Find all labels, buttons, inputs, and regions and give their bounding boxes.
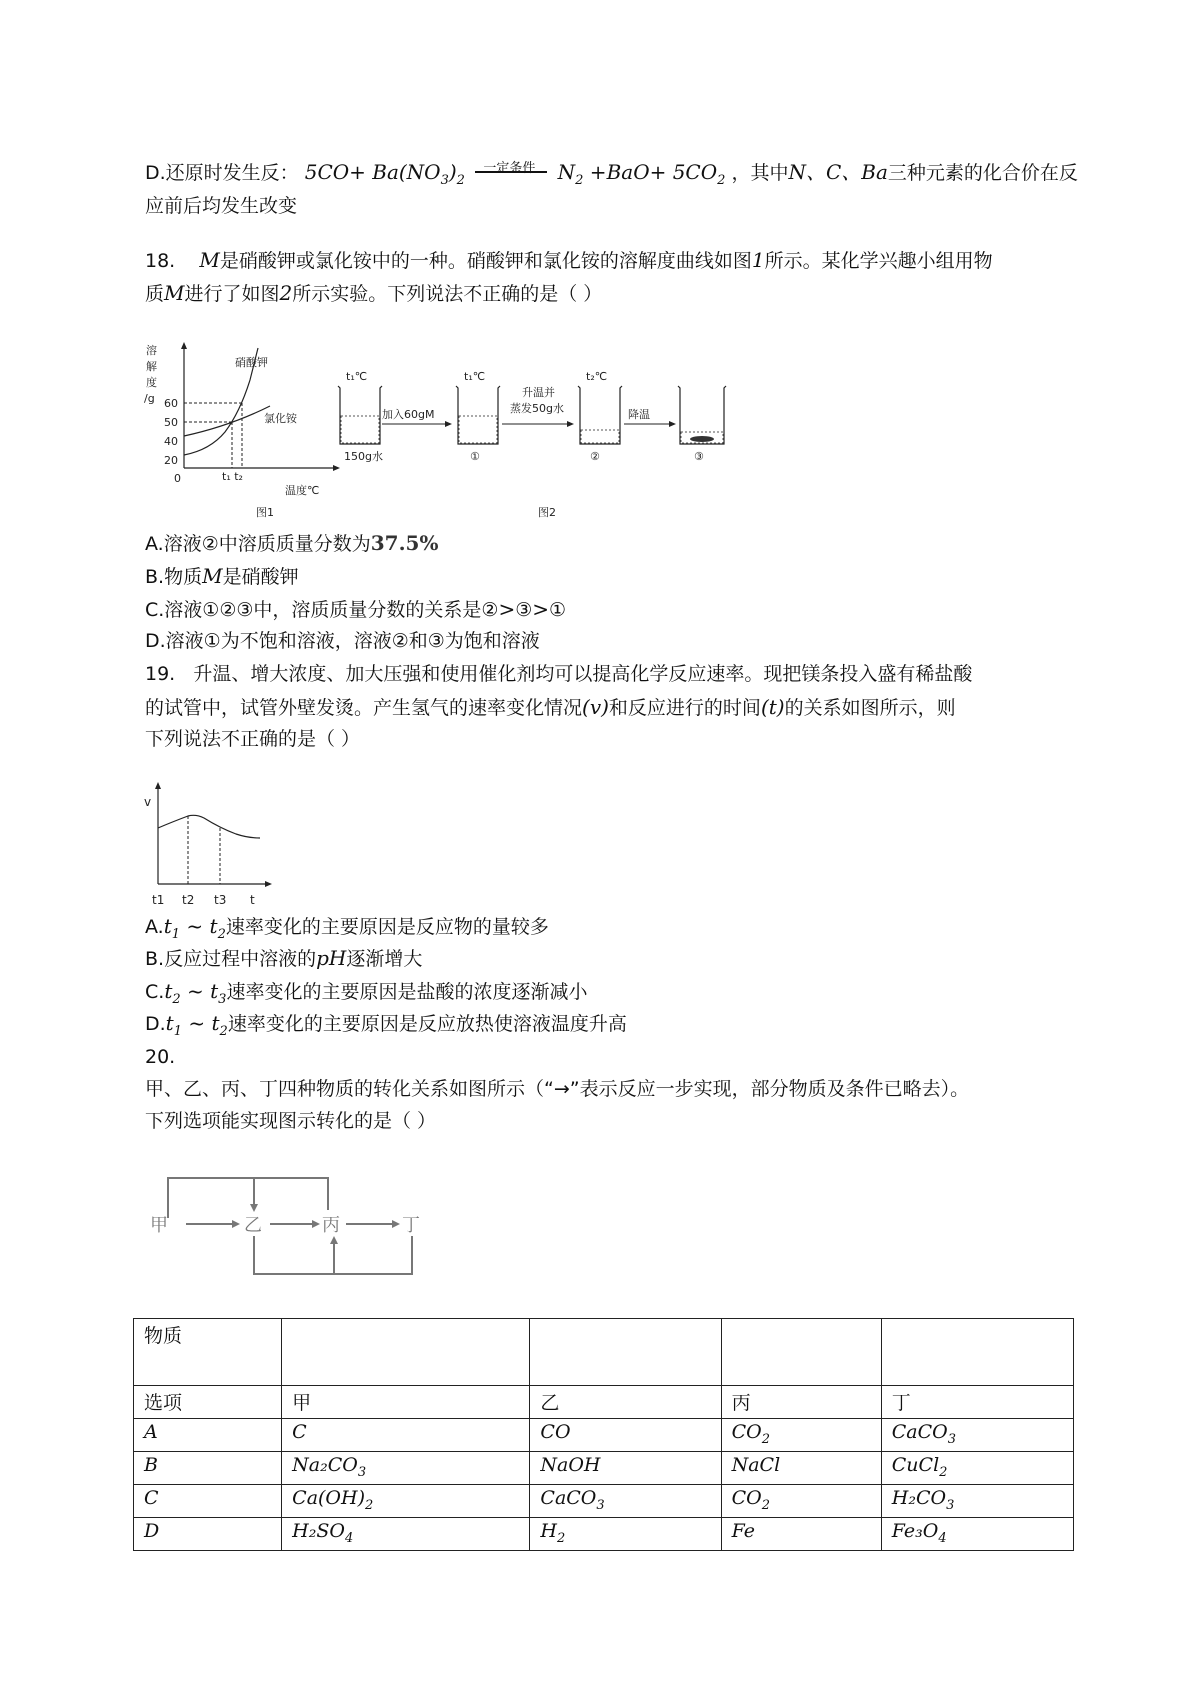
- formula-cell: NaCl: [721, 1452, 881, 1485]
- header-bing: 丙: [721, 1386, 881, 1419]
- option-label: C: [134, 1485, 282, 1518]
- solubility-curve-figure: [140, 340, 345, 520]
- q17-d-prefix: D.还原时发生反：: [145, 162, 299, 184]
- arrowhead-bing: [312, 1220, 320, 1228]
- ytick-40: 40: [164, 435, 178, 448]
- series-label-kno3: 硝酸钾: [235, 356, 268, 369]
- q19-option-c: $C.t_2$ ~ $t_3$速率变化的主要原因是盐酸的浓度逐渐减小: [145, 979, 588, 1007]
- xtick-t: t: [250, 893, 255, 907]
- q20-number: 20.: [145, 1046, 176, 1068]
- ylabel-char: 溶: [146, 344, 157, 357]
- node-ding: 丁: [402, 1215, 420, 1236]
- beaker-2: [578, 386, 622, 444]
- node-yi: 乙: [244, 1215, 262, 1236]
- formula-cell: $Na_2CO_3$: [282, 1452, 530, 1485]
- option-label: B: [134, 1452, 282, 1485]
- q17-option-d-line1: D.还原时发生反： $5CO+ Ba(NO_3)_2$ 一定条件 $N_2 +BaO+ 5CO_2$ ，其中N、C、Ba三种元素的化合价在反: [145, 160, 1078, 193]
- formula-cell: CaCO$_3$: [530, 1485, 721, 1518]
- empty-cell: [721, 1319, 881, 1386]
- beaker-2-liquid: [581, 430, 619, 443]
- beaker-3-crystals: [690, 436, 714, 442]
- xtick-labels: t₁ t₂: [222, 470, 243, 483]
- formula-cell: $CO_2$: [721, 1485, 881, 1518]
- ylabel-v: v: [144, 795, 152, 809]
- arrowhead-yi-top: [250, 1204, 258, 1212]
- arrowhead-yi: [232, 1220, 240, 1228]
- formula-cell: $Fe_3O_4$: [881, 1518, 1073, 1551]
- beaker-0: [338, 386, 382, 444]
- xtick-t1: t1: [152, 893, 165, 907]
- formula-cell: $Ca(OH)_2$: [282, 1485, 530, 1518]
- q19-option-b: B.反应过程中溶液的pH逐渐增大: [145, 946, 423, 970]
- header-substance: 物质: [134, 1319, 282, 1386]
- q18-option-d: D.溶液①为不饱和溶液，溶液②和③为饱和溶液: [145, 630, 540, 652]
- nh4cl-curve: [184, 406, 270, 436]
- header-yi: 乙: [530, 1386, 721, 1419]
- q18-stem-line2: 质M进行了如图2所示实验。下列说法不正确的是（ ）: [145, 281, 603, 305]
- q18-option-a: A.溶液②中溶质质量分数为37.5%: [145, 531, 439, 555]
- options-table: [133, 1318, 1074, 1551]
- reaction-arrow: [475, 161, 547, 179]
- option-label: D: [134, 1518, 282, 1551]
- arrowhead-bing-bottom: [330, 1236, 338, 1244]
- figure-caption: 图1: [256, 506, 274, 519]
- ytick-60: 60: [164, 397, 178, 410]
- formula-cell: CaCO$_3$: [881, 1419, 1073, 1452]
- beaker0-label: 150g水: [344, 450, 383, 463]
- q17-option-d-line2: 应前后均发生改变: [145, 195, 298, 217]
- rate-curve: [158, 815, 260, 838]
- table-row: [134, 1518, 1074, 1551]
- empty-cell: [530, 1319, 721, 1386]
- q18-option-b: B.物质M是硝酸钾: [145, 564, 299, 588]
- q19-option-d: $D.t_1$ ~ $t_2$速率变化的主要原因是反应放热使溶液温度升高: [145, 1011, 627, 1039]
- origin-label: 0: [174, 472, 181, 485]
- formula-cell: $H_2SO_4$: [282, 1518, 530, 1551]
- formula-cell: Fe: [721, 1518, 881, 1551]
- conversion-diagram: [150, 1170, 450, 1290]
- node-bing: 丙: [322, 1215, 340, 1236]
- q19-stem-line3: 下列说法不正确的是（ ）: [145, 728, 361, 750]
- ytick-20: 20: [164, 454, 178, 467]
- arrow-2-head: [567, 421, 574, 427]
- ylabel-char: 度: [146, 376, 157, 389]
- figure-caption: 图2: [538, 506, 556, 519]
- formula-cell: C: [282, 1419, 530, 1452]
- beaker-0-liquid: [341, 416, 379, 443]
- beaker-1-liquid: [459, 416, 497, 443]
- top-loop-line: [168, 1178, 328, 1218]
- arrow-1-head: [445, 421, 452, 427]
- q20-stem-line2: 下列选项能实现图示转化的是（ ）: [145, 1110, 437, 1132]
- q19-option-a: $A.t_1$ ~ $t_2$速率变化的主要原因是反应物的量较多: [145, 914, 549, 942]
- beaker0-temp: t₁℃: [346, 370, 368, 383]
- empty-cell: [881, 1319, 1073, 1386]
- beaker2-temp: t₂℃: [586, 370, 608, 383]
- formula-cell: $H_2$: [530, 1518, 721, 1551]
- experiment-figure: [320, 360, 740, 525]
- formula-cell: NaOH: [530, 1452, 721, 1485]
- formula-cell: CO: [530, 1419, 721, 1452]
- q19-stem-line1: 19. 升温、增大浓度、加大压强和使用催化剂均可以提高化学反应速率。现把镁条投入盛有稀盐酸: [145, 663, 973, 685]
- table-header-row-1: [134, 1319, 1074, 1386]
- arrowhead-ding: [392, 1220, 400, 1228]
- rate-time-graph: [140, 780, 280, 910]
- series-label-nh4cl: 氯化铵: [264, 412, 297, 425]
- beaker1-temp: t₁℃: [464, 370, 486, 383]
- arrow-3-head: [669, 421, 676, 427]
- reaction-condition: 一定条件: [483, 161, 536, 176]
- header-ding: 丁: [881, 1386, 1073, 1419]
- y-arrowhead: [181, 342, 187, 349]
- table-header-row-2: [134, 1386, 1074, 1419]
- reaction-equation: $5CO+ Ba(NO_3)_2$ 一定条件 $N_2 +BaO+ 5CO_2$: [305, 160, 726, 193]
- beaker-3: [678, 386, 726, 444]
- step2-label-b: 蒸发50g水: [510, 402, 564, 415]
- q18-option-c: C.溶液①②③中，溶质质量分数的关系是②>③>①: [145, 597, 567, 621]
- node-jia: 甲: [150, 1215, 168, 1236]
- q19-stem-line2: 的试管中，试管外壁发烫。产生氢气的速率变化情况(v)和反应进行的时间(t)的关系如图所示，则: [145, 695, 956, 719]
- beaker2-label: ②: [590, 450, 600, 463]
- table-row: [134, 1452, 1074, 1485]
- step3-label: 降温: [628, 408, 650, 421]
- ytick-50: 50: [164, 416, 178, 429]
- table-row: [134, 1419, 1074, 1452]
- ylabel-char: 解: [146, 360, 157, 373]
- table-row: [134, 1485, 1074, 1518]
- q18-stem-line1: 18. M是硝酸钾或氯化铵中的一种。硝酸钾和氯化铵的溶解度曲线如图1所示。某化学兴趣小组用物: [145, 248, 993, 272]
- formula-cell: $CO_2$: [721, 1419, 881, 1452]
- xlabel: 温度℃: [285, 484, 320, 497]
- xtick-t3: t3: [214, 893, 227, 907]
- beaker-1: [456, 386, 500, 444]
- xtick-t2: t2: [182, 893, 195, 907]
- y-arrowhead: [155, 782, 161, 789]
- beaker1-label: ①: [470, 450, 480, 463]
- formula-cell: CuCl$_2$: [881, 1452, 1073, 1485]
- beaker3-label: ③: [694, 450, 704, 463]
- option-label: A: [134, 1419, 282, 1452]
- step2-label-a: 升温并: [522, 386, 555, 399]
- x-arrowhead: [265, 881, 272, 887]
- header-jia: 甲: [282, 1386, 530, 1419]
- empty-cell: [282, 1319, 530, 1386]
- header-option: 选项: [134, 1386, 282, 1419]
- formula-cell: $H_2CO_3$: [881, 1485, 1073, 1518]
- step1-label: 加入60gM: [382, 408, 435, 421]
- ylabel-char: /g: [144, 392, 155, 405]
- q20-stem-line1: 甲、乙、丙、丁四种物质的转化关系如图所示（“→”表示反应一步实现，部分物质及条件已略去）。: [145, 1078, 970, 1100]
